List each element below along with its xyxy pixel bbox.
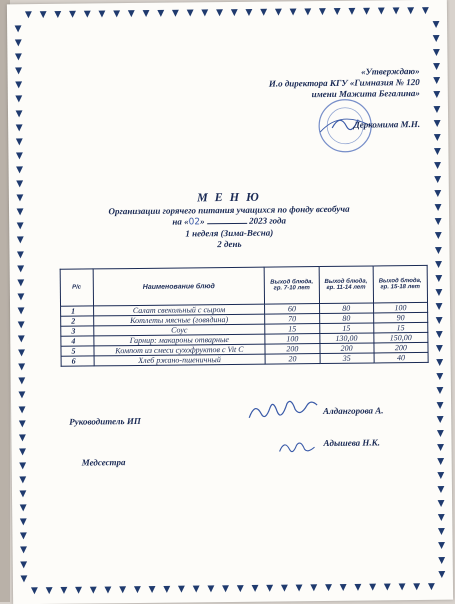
border-right-triangle-icon: ▼ xyxy=(436,372,444,383)
border-right-triangle-icon: ▼ xyxy=(436,400,444,411)
border-right-triangle-icon: ▼ xyxy=(433,62,441,73)
approval-signature-row xyxy=(269,103,420,143)
border-left-triangle-icon: ▼ xyxy=(18,376,26,387)
border-bottom-triangle-icon: ▼ xyxy=(177,584,186,595)
menu-table xyxy=(60,265,429,367)
border-left-triangle-icon: ▼ xyxy=(17,306,25,317)
menu-subtitle: Организации горячего питания учащихся по фонду всеобуча xyxy=(108,203,350,217)
border-left-triangle-icon: ▼ xyxy=(18,362,26,373)
border-top-triangle-icon: ▼ xyxy=(274,7,282,18)
border-bottom-triangle-icon: ▼ xyxy=(207,584,215,595)
approval-line1: «Утверждаю» xyxy=(360,66,420,77)
menu-table-header-row xyxy=(60,265,427,306)
border-bottom-triangle-icon: ▼ xyxy=(222,584,230,595)
table-cell-c: 40 xyxy=(374,352,428,363)
border-top-triangle-icon: ▼ xyxy=(157,8,165,19)
border-left-triangle-icon: ▼ xyxy=(16,165,24,176)
header-age-7-10: Выход блюда, гр. 7-10 лет xyxy=(264,267,319,305)
table-cell-b: 80 xyxy=(319,303,373,314)
border-left-triangle-icon: ▼ xyxy=(19,531,27,542)
table-cell-a: 200 xyxy=(265,344,319,355)
table-cell-c: 100 xyxy=(373,302,427,313)
nurse-label: Медсестра xyxy=(81,457,126,468)
border-right-triangle-icon: ▼ xyxy=(434,202,442,214)
border-right-triangle-icon: ▼ xyxy=(435,287,443,298)
approval-block xyxy=(269,66,421,143)
border-left-triangle-icon: ▼ xyxy=(16,179,24,190)
triangle-border-right xyxy=(431,20,447,580)
border-top-triangle-icon: ▼ xyxy=(304,7,312,18)
border-right-triangle-icon: ▼ xyxy=(435,343,444,355)
border-left-triangle-icon: ▼ xyxy=(20,573,28,584)
border-right-triangle-icon: ▼ xyxy=(434,217,442,228)
table-cell-n: 2 xyxy=(61,316,94,326)
border-right-triangle-icon: ▼ xyxy=(433,76,441,87)
border-bottom-triangle-icon: ▼ xyxy=(148,584,156,595)
border-top-triangle-icon: ▼ xyxy=(142,8,150,19)
border-left-triangle-icon: ▼ xyxy=(19,446,27,458)
table-cell-b: 15 xyxy=(319,323,373,334)
border-right-triangle-icon: ▼ xyxy=(432,47,440,59)
border-bottom-triangle-icon: ▼ xyxy=(310,583,318,594)
border-top-triangle-icon: ▼ xyxy=(171,8,179,19)
border-top-triangle-icon: ▼ xyxy=(69,9,77,20)
border-left-triangle-icon: ▼ xyxy=(16,193,24,204)
border-left-triangle-icon: ▼ xyxy=(17,291,25,303)
border-right-triangle-icon: ▼ xyxy=(433,146,441,157)
border-bottom-triangle-icon: ▼ xyxy=(369,582,377,593)
table-cell-b: 130,00 xyxy=(319,333,373,344)
table-cell-a: 15 xyxy=(265,324,319,335)
table-cell-a: 20 xyxy=(265,354,319,365)
table-cell-name: Котлеты мясные (говядина) xyxy=(93,314,265,326)
border-bottom-triangle-icon: ▼ xyxy=(354,582,362,593)
border-right-triangle-icon: ▼ xyxy=(435,273,443,284)
border-top-triangle-icon: ▼ xyxy=(216,8,224,19)
table-cell-b: 80 xyxy=(319,313,373,324)
date-suffix: 2023 года xyxy=(248,215,287,226)
date-month-handwritten xyxy=(207,223,247,224)
border-left-triangle-icon: ▼ xyxy=(19,489,27,500)
border-top-triangle-icon: ▼ xyxy=(289,7,297,18)
border-right-triangle-icon: ▼ xyxy=(437,527,445,538)
border-bottom-triangle-icon: ▼ xyxy=(339,582,347,593)
border-left-triangle-icon: ▼ xyxy=(15,136,23,147)
menu-day: 2 день xyxy=(217,238,242,250)
border-right-triangle-icon: ▼ xyxy=(438,541,446,552)
border-right-triangle-icon: ▼ xyxy=(432,33,440,44)
border-right-triangle-icon: ▼ xyxy=(437,470,445,481)
border-top-triangle-icon: ▼ xyxy=(421,5,429,16)
approval-line2: И.о директора КГУ «Гимназия № 120 xyxy=(268,77,420,89)
border-right-triangle-icon: ▼ xyxy=(435,301,443,312)
triangle-border-bottom xyxy=(31,582,435,598)
head-name: Алдангорова А. xyxy=(323,405,384,417)
border-top-triangle-icon: ▼ xyxy=(127,8,135,20)
table-cell-a: 70 xyxy=(265,314,319,325)
menu-week: 1 неделя (Зима-Весна) xyxy=(185,227,274,239)
table-cell-c: 15 xyxy=(373,322,427,333)
border-right-triangle-icon: ▼ xyxy=(436,428,444,439)
border-bottom-triangle-icon: ▼ xyxy=(133,584,141,596)
table-cell-name: Компот из смеси сухофруктов с Vit C xyxy=(94,344,266,356)
table-cell-n: 3 xyxy=(61,326,94,336)
border-top-triangle-icon: ▼ xyxy=(201,8,209,19)
border-left-triangle-icon: ▼ xyxy=(17,277,25,288)
border-left-triangle-icon: ▼ xyxy=(15,108,23,119)
border-bottom-triangle-icon: ▼ xyxy=(251,583,259,594)
table-cell-c: 90 xyxy=(373,312,427,323)
header-number: Р/с xyxy=(60,269,93,306)
border-right-triangle-icon: ▼ xyxy=(434,245,442,256)
border-right-triangle-icon: ▼ xyxy=(438,569,446,580)
border-right-triangle-icon: ▼ xyxy=(434,231,442,242)
border-top-triangle-icon: ▼ xyxy=(98,9,106,20)
border-top-triangle-icon: ▼ xyxy=(333,6,341,17)
menu-title: М Е Н Ю xyxy=(196,189,261,205)
date-mid: » xyxy=(199,216,205,227)
table-cell-b: 35 xyxy=(320,353,374,364)
border-left-triangle-icon: ▼ xyxy=(18,418,26,429)
date-prefix: на « xyxy=(172,216,189,227)
border-right-triangle-icon: ▼ xyxy=(437,498,445,510)
border-left-triangle-icon: ▼ xyxy=(15,151,23,162)
border-left-triangle-icon: ▼ xyxy=(17,334,25,345)
head-label: Руководитель ИП xyxy=(69,415,141,427)
border-top-triangle-icon: ▼ xyxy=(260,7,268,18)
border-right-triangle-icon: ▼ xyxy=(436,358,444,369)
border-left-triangle-icon: ▼ xyxy=(18,390,26,401)
header-dish: Наименование блюд xyxy=(93,267,265,306)
border-left-triangle-icon: ▼ xyxy=(16,249,24,260)
border-top-triangle-icon: ▼ xyxy=(39,9,47,20)
border-left-triangle-icon: ▼ xyxy=(15,122,23,133)
menu-document xyxy=(7,0,453,604)
border-left-triangle-icon: ▼ xyxy=(15,66,23,77)
border-bottom-triangle-icon: ▼ xyxy=(89,585,97,596)
border-right-triangle-icon: ▼ xyxy=(433,104,441,115)
border-top-triangle-icon: ▼ xyxy=(363,6,371,17)
border-top-triangle-icon: ▼ xyxy=(407,6,415,17)
border-right-triangle-icon: ▼ xyxy=(437,456,445,467)
border-left-triangle-icon: ▼ xyxy=(20,559,28,570)
border-bottom-triangle-icon: ▼ xyxy=(427,581,435,592)
border-left-triangle-icon: ▼ xyxy=(20,545,28,556)
border-bottom-triangle-icon: ▼ xyxy=(119,585,127,596)
border-bottom-triangle-icon: ▼ xyxy=(60,585,68,596)
table-cell-n: 1 xyxy=(61,306,94,316)
header-age-15-18: Выход блюда, гр. 15-18 лет xyxy=(373,265,428,303)
border-bottom-triangle-icon: ▼ xyxy=(266,583,274,594)
border-left-triangle-icon: ▼ xyxy=(17,263,25,274)
table-cell-name: Гарнир: макароны отварные xyxy=(93,334,265,346)
table-cell-n: 5 xyxy=(61,346,94,356)
border-left-triangle-icon: ▼ xyxy=(19,461,27,472)
table-cell-name: Хлеб ржано-пшеничный xyxy=(94,354,266,366)
border-left-triangle-icon: ▼ xyxy=(15,80,23,91)
border-left-triangle-icon: ▼ xyxy=(16,221,24,232)
table-cell-b: 200 xyxy=(319,343,373,354)
border-right-triangle-icon: ▼ xyxy=(438,555,446,566)
table-cell-name: Соус xyxy=(93,324,265,336)
border-left-triangle-icon: ▼ xyxy=(15,94,23,105)
border-left-triangle-icon: ▼ xyxy=(16,235,24,246)
border-left-triangle-icon: ▼ xyxy=(16,207,24,218)
border-left-triangle-icon: ▼ xyxy=(17,320,25,331)
border-top-triangle-icon: ▼ xyxy=(318,6,327,18)
table-cell-c: 200 xyxy=(374,342,428,353)
border-right-triangle-icon: ▼ xyxy=(437,513,445,524)
border-right-triangle-icon: ▼ xyxy=(433,132,441,143)
nurse-signature xyxy=(277,437,317,457)
border-bottom-triangle-icon: ▼ xyxy=(413,582,421,593)
border-right-triangle-icon: ▼ xyxy=(437,442,445,453)
border-right-triangle-icon: ▼ xyxy=(437,484,445,495)
border-bottom-triangle-icon: ▼ xyxy=(236,583,244,594)
head-signature xyxy=(245,399,325,426)
border-bottom-triangle-icon: ▼ xyxy=(45,585,53,596)
approval-line3: имени Мажита Бегалина» xyxy=(311,88,420,100)
border-left-triangle-icon: ▼ xyxy=(18,432,26,443)
border-right-triangle-icon: ▼ xyxy=(435,315,443,326)
border-top-triangle-icon: ▼ xyxy=(392,6,400,17)
border-bottom-triangle-icon: ▼ xyxy=(280,583,288,594)
menu-title-block xyxy=(9,188,450,256)
table-cell-a: 60 xyxy=(265,304,319,315)
border-bottom-triangle-icon: ▼ xyxy=(75,585,83,596)
border-left-triangle-icon: ▼ xyxy=(18,348,26,359)
border-right-triangle-icon: ▼ xyxy=(432,19,440,30)
border-right-triangle-icon: ▼ xyxy=(434,160,442,171)
border-top-triangle-icon: ▼ xyxy=(377,6,385,17)
border-right-triangle-icon: ▼ xyxy=(433,90,441,101)
border-left-triangle-icon: ▼ xyxy=(19,503,27,514)
border-bottom-triangle-icon: ▼ xyxy=(192,584,200,595)
border-right-triangle-icon: ▼ xyxy=(436,386,444,397)
border-left-triangle-icon: ▼ xyxy=(19,517,27,528)
border-top-triangle-icon: ▼ xyxy=(54,9,62,20)
border-top-triangle-icon: ▼ xyxy=(245,7,253,18)
header-age-11-14: Выход блюда, гр. 11-14 лет xyxy=(319,266,374,304)
border-right-triangle-icon: ▼ xyxy=(436,414,444,425)
nurse-name: Адышева Н.К. xyxy=(323,437,381,449)
table-cell-c: 150,00 xyxy=(374,332,428,343)
table-cell-n: 4 xyxy=(61,336,94,346)
border-top-triangle-icon: ▼ xyxy=(83,9,91,20)
border-top-triangle-icon: ▼ xyxy=(348,6,356,17)
table-cell-a: 100 xyxy=(265,334,319,345)
border-right-triangle-icon: ▼ xyxy=(433,118,441,129)
border-left-triangle-icon: ▼ xyxy=(14,24,22,35)
table-cell-name: Салат свекольный с сыром xyxy=(93,304,265,316)
border-bottom-triangle-icon: ▼ xyxy=(295,583,303,594)
border-bottom-triangle-icon: ▼ xyxy=(104,585,112,596)
border-right-triangle-icon: ▼ xyxy=(435,329,443,340)
table-cell-n: 6 xyxy=(61,356,94,366)
border-top-triangle-icon: ▼ xyxy=(24,10,32,21)
border-bottom-triangle-icon: ▼ xyxy=(383,582,391,593)
border-bottom-triangle-icon: ▼ xyxy=(398,582,406,593)
border-right-triangle-icon: ▼ xyxy=(434,188,442,199)
border-top-triangle-icon: ▼ xyxy=(186,8,194,19)
triangle-border-top xyxy=(25,6,429,22)
border-right-triangle-icon: ▼ xyxy=(434,174,442,185)
border-top-triangle-icon: ▼ xyxy=(230,7,238,18)
border-bottom-triangle-icon: ▼ xyxy=(30,586,38,597)
border-left-triangle-icon: ▼ xyxy=(18,404,26,415)
border-bottom-triangle-icon: ▼ xyxy=(325,582,333,594)
triangle-border-left xyxy=(13,24,29,584)
date-day-handwritten: 02 xyxy=(188,217,201,228)
border-bottom-triangle-icon: ▼ xyxy=(163,584,171,595)
border-right-triangle-icon: ▼ xyxy=(435,259,443,270)
border-left-triangle-icon: ▼ xyxy=(14,38,22,49)
border-left-triangle-icon: ▼ xyxy=(19,475,27,486)
border-top-triangle-icon: ▼ xyxy=(113,9,121,20)
border-left-triangle-icon: ▼ xyxy=(14,52,22,63)
approval-name: Деркомима М.Н. xyxy=(353,118,421,130)
